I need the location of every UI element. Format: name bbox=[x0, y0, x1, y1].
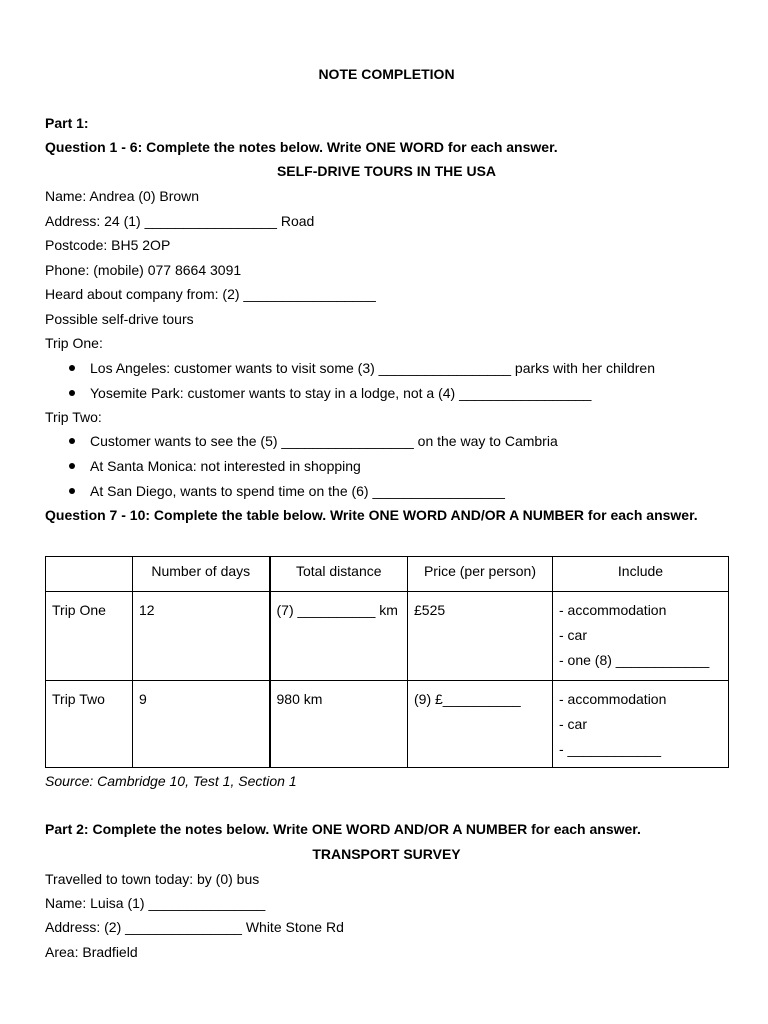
table-header-cell: Number of days bbox=[133, 557, 270, 592]
table-cell-trip: Trip One bbox=[46, 592, 133, 681]
heard-from-line: Heard about company from: (2) _________________ bbox=[45, 286, 376, 302]
postcode-line: Postcode: BH5 2OP bbox=[45, 237, 171, 253]
part1-instruction: Question 1 - 6: Complete the notes below. Write ONE WORD for each answer. bbox=[45, 139, 558, 155]
name-line: Name: Andrea (0) Brown bbox=[45, 188, 200, 204]
table-cell-days: 9 bbox=[133, 681, 270, 768]
bullet-icon bbox=[69, 365, 75, 371]
list-item-text: Customer wants to see the (5) _________________ on the way to Cambria bbox=[90, 433, 558, 449]
luisa-name-line: Name: Luisa (1) _______________ bbox=[45, 895, 266, 911]
include-item: - one (8) ____________ bbox=[559, 652, 710, 668]
table-cell-include bbox=[553, 681, 729, 768]
trip-one-label: Trip One: bbox=[45, 335, 103, 351]
table-cell-price: £525 bbox=[408, 592, 553, 681]
luisa-address-line: Address: (2) _______________ White Stone Rd bbox=[45, 919, 344, 935]
list-item-text: Yosemite Park: customer wants to stay in a lodge, not a (4) _________________ bbox=[90, 385, 592, 401]
part1-heading: SELF-DRIVE TOURS IN THE USA bbox=[276, 163, 497, 179]
bullet-icon bbox=[69, 488, 75, 494]
table-cell-distance: 980 km bbox=[270, 681, 408, 768]
part2-heading: TRANSPORT SURVEY bbox=[312, 846, 461, 862]
table-cell-days: 12 bbox=[133, 592, 270, 681]
include-item: - ____________ bbox=[559, 741, 661, 757]
travelled-line: Travelled to town today: by (0) bus bbox=[45, 871, 260, 887]
list-item-text: At Santa Monica: not interested in shopping bbox=[90, 458, 361, 474]
table-header-cell bbox=[46, 557, 133, 592]
bullet-icon bbox=[69, 390, 75, 396]
bullet-icon bbox=[69, 463, 75, 469]
include-item: - accommodation bbox=[559, 602, 667, 618]
table-header-row bbox=[46, 557, 729, 592]
include-item: - car bbox=[559, 716, 587, 732]
list-item-text: At San Diego, wants to spend time on the (6) _________________ bbox=[90, 483, 505, 499]
part2-instruction: Part 2: Complete the notes below. Write ONE WORD AND/OR A NUMBER for each answer. bbox=[45, 821, 641, 837]
include-item: - car bbox=[559, 627, 587, 643]
table-row bbox=[46, 592, 729, 681]
part1-instruction-2: Question 7 - 10: Complete the table below. Write ONE WORD AND/OR A NUMBER for each answer. bbox=[45, 507, 698, 523]
table-header-cell: Include bbox=[553, 557, 729, 592]
table-cell-trip: Trip Two bbox=[46, 681, 133, 768]
table-cell-distance: (7) __________ km bbox=[270, 592, 408, 681]
table-row bbox=[46, 681, 729, 768]
phone-line: Phone: (mobile) 077 8664 3091 bbox=[45, 262, 242, 278]
bullet-icon bbox=[69, 438, 75, 444]
include-item: - accommodation bbox=[559, 691, 667, 707]
possible-tours-line: Possible self-drive tours bbox=[45, 311, 194, 327]
area-line: Area: Bradfield bbox=[45, 944, 138, 960]
table-header-cell: Price (per person) bbox=[408, 557, 553, 592]
address-line: Address: 24 (1) _________________ Road bbox=[45, 213, 315, 229]
table-cell-price: (9) £__________ bbox=[408, 681, 553, 768]
trips-table bbox=[45, 556, 729, 768]
page-title: NOTE COMPLETION bbox=[318, 66, 455, 82]
part1-label: Part 1: bbox=[45, 115, 89, 131]
trip-two-label: Trip Two: bbox=[45, 409, 102, 425]
table-header-cell: Total distance bbox=[270, 557, 408, 592]
source-note: Source: Cambridge 10, Test 1, Section 1 bbox=[45, 773, 297, 789]
table-cell-include bbox=[553, 592, 729, 681]
list-item-text: Los Angeles: customer wants to visit some (3) _________________ parks with her children bbox=[90, 360, 655, 376]
